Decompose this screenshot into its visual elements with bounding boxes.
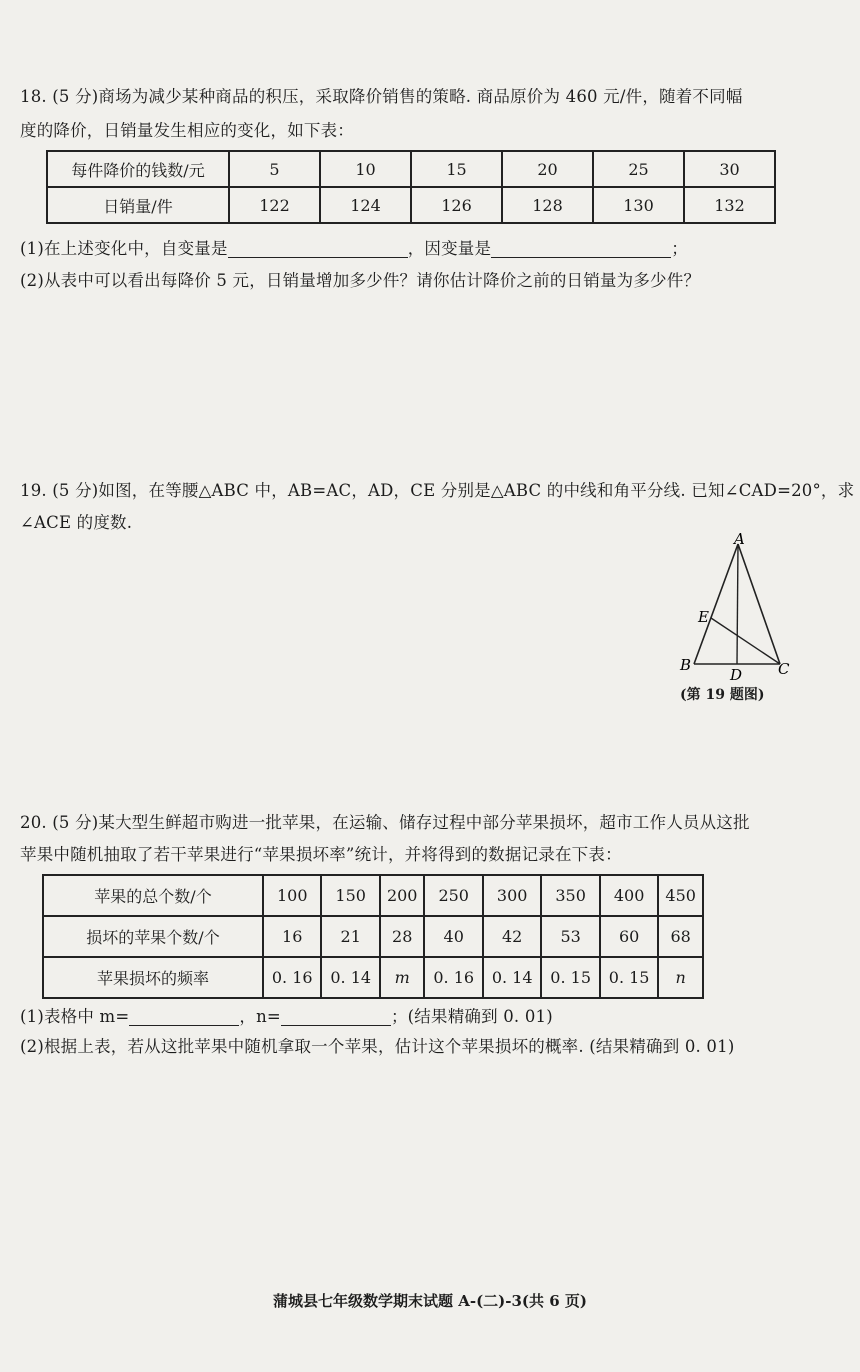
q19-line2: ∠ACE 的度数.: [20, 513, 133, 532]
q20-table: [42, 874, 704, 999]
label-a: A: [734, 530, 745, 548]
table-cell: 300: [483, 875, 541, 916]
q18-part1-text-a: (1)在上述变化中，自变量是: [20, 239, 228, 258]
table-cell: 30: [684, 151, 775, 187]
table-row: [43, 875, 703, 916]
table-cell: 28: [380, 916, 425, 957]
q19-line1: 19. (5 分)如图，在等腰△ABC 中，AB=AC，AD，CE 分别是△ABC 的中线和角平分线. 已知∠CAD=20°，求: [20, 481, 855, 500]
label-d: D: [730, 666, 743, 684]
table-header-cell: 损坏的苹果个数/个: [43, 916, 263, 957]
table-cell: 200: [380, 875, 425, 916]
answer-blank[interactable]: [129, 1007, 239, 1026]
table-cell: 100: [263, 875, 321, 916]
table-header-cell: 每件降价的钱数/元: [47, 151, 229, 187]
table-cell: 15: [411, 151, 502, 187]
q20-line1: 20. (5 分)某大型生鲜超市购进一批苹果，在运输、储存过程中部分苹果损坏，超市工作人员从这批: [20, 813, 750, 832]
table-row: [43, 916, 703, 957]
q18-line2: 度的降价，日销量发生相应的变化，如下表：: [20, 121, 354, 140]
q20-part2: (2)根据上表，若从这批苹果中随机拿取一个苹果，估计这个苹果损坏的概率. (结果精确到 0. 01): [20, 1037, 735, 1056]
table-cell: 21: [321, 916, 379, 957]
side-ab: [694, 544, 738, 664]
table-cell: 5: [229, 151, 320, 187]
table-cell: 16: [263, 916, 321, 957]
table-header-cell: 苹果的总个数/个: [43, 875, 263, 916]
table-cell: 25: [593, 151, 684, 187]
table-cell: 450: [658, 875, 703, 916]
q18-part1: [20, 236, 688, 262]
table-cell: 130: [593, 187, 684, 223]
q18-table: [46, 150, 776, 224]
table-cell: n: [658, 957, 703, 998]
table-cell: 132: [684, 187, 775, 223]
table-cell: 60: [600, 916, 658, 957]
table-cell: 40: [424, 916, 482, 957]
page-footer: 蒲城县七年级数学期末试题 A-(二)-3(共 6 页): [272, 1292, 588, 1310]
median-ad: [737, 544, 738, 664]
table-cell: 400: [600, 875, 658, 916]
table-cell: 20: [502, 151, 593, 187]
table-header-cell: 苹果损坏的频率: [43, 957, 263, 998]
q18-part1-text-b: ，因变量是: [407, 239, 492, 258]
table-row: [47, 187, 775, 223]
side-ac: [738, 544, 780, 664]
q20-part1-text-c: ；(结果精确到 0. 01): [390, 1007, 553, 1026]
table-cell: 0. 16: [424, 957, 482, 998]
table-cell: 350: [541, 875, 599, 916]
table-row: [43, 957, 703, 998]
table-cell: 128: [502, 187, 593, 223]
figure-caption: (第 19 题图): [680, 687, 765, 703]
table-cell: 53: [541, 916, 599, 957]
q20-line2: 苹果中随机抽取了若干苹果进行“苹果损坏率”统计，并将得到的数据记录在下表：: [20, 845, 622, 864]
table-cell: 68: [658, 916, 703, 957]
q18-part2: (2)从表中可以看出每降价 5 元，日销量增加多少件？请你估计降价之前的日销量为多少件？: [20, 271, 701, 290]
table-cell: m: [380, 957, 425, 998]
table-cell: 150: [321, 875, 379, 916]
q20-part1: [20, 1004, 553, 1030]
triangle-figure: [672, 530, 792, 710]
answer-blank[interactable]: [491, 239, 671, 258]
q18-line1: 18. (5 分)商场为减少某种商品的积压，采取降价销售的策略. 商品原价为 460 元/件，随着不同幅: [20, 87, 743, 106]
table-cell: 126: [411, 187, 502, 223]
label-e: E: [698, 608, 709, 626]
answer-blank[interactable]: [228, 239, 408, 258]
table-cell: 0. 16: [263, 957, 321, 998]
table-cell: 10: [320, 151, 411, 187]
table-cell: 0. 14: [483, 957, 541, 998]
bisector-ce: [711, 618, 780, 664]
q20-part1-text-a: (1)表格中 m=: [20, 1007, 130, 1026]
table-header-cell: 日销量/件: [47, 187, 229, 223]
table-cell: 0. 14: [321, 957, 379, 998]
label-b: B: [680, 656, 692, 674]
answer-blank[interactable]: [281, 1007, 391, 1026]
table-cell: 122: [229, 187, 320, 223]
table-cell: 42: [483, 916, 541, 957]
q18-part1-text-c: ；: [671, 239, 688, 258]
table-cell: 250: [424, 875, 482, 916]
table-row: [47, 151, 775, 187]
table-cell: 0. 15: [600, 957, 658, 998]
table-cell: 124: [320, 187, 411, 223]
table-cell: 0. 15: [541, 957, 599, 998]
q20-part1-text-b: ，n=: [239, 1007, 281, 1026]
label-c: C: [778, 660, 790, 678]
